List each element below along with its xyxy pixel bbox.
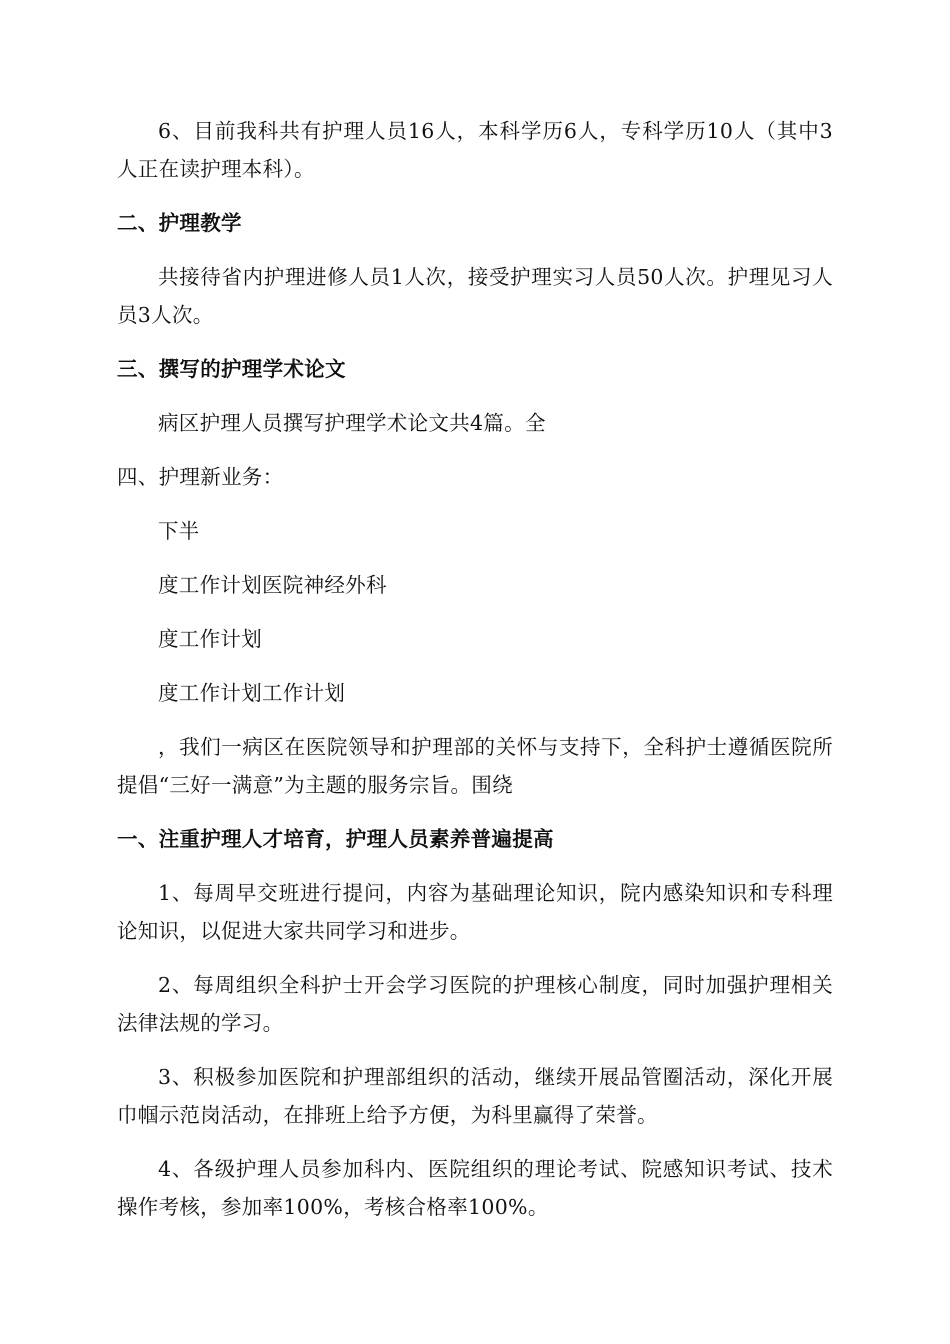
paragraph-second-half: 下半: [158, 519, 200, 543]
document-body: [117, 112, 833, 1242]
paragraph-ward-intro: ，我们一病区在医院领导和护理部的关怀与支持下，全科护士遵循医院所提倡“三好一满意”为主题的服务宗旨。围绕: [117, 735, 833, 797]
paragraph-item-3: 3、积极参加医院和护理部组织的活动，继续开展品管圈活动，深化开展巾帼示范岗活动，在排班上给予方便，为科里赢得了荣誉。: [117, 1065, 833, 1127]
paragraph-item-4: 4、各级护理人员参加科内、医院组织的理论考试、院感知识考试、技术操作考核，参加率100%，考核合格率100%。: [117, 1157, 833, 1219]
paragraph-papers: 病区护理人员撰写护理学术论文共4篇。全: [158, 411, 546, 435]
heading-nursing-teaching: 二、护理教学: [117, 211, 242, 235]
heading-talent-training: 一、注重护理人才培育，护理人员素养普遍提高: [117, 827, 554, 851]
paragraph-plan: 度工作计划: [158, 627, 262, 651]
paragraph-plan-work: 度工作计划工作计划: [158, 681, 346, 705]
paragraph-staff-count: 6、目前我科共有护理人员16人，本科学历6人，专科学历10人（其中3人正在读护理本科）。: [117, 119, 833, 181]
paragraph-plan-neurosurgery: 度工作计划医院神经外科: [158, 573, 387, 597]
paragraph-teaching: 共接待省内护理进修人员1人次，接受护理实习人员50人次。护理见习人员3人次。: [117, 265, 833, 327]
heading-academic-papers: 三、撰写的护理学术论文: [117, 357, 346, 381]
paragraph-item-1: 1、每周早交班进行提问，内容为基础理论知识，院内感染知识和专科理论知识，以促进大家共同学习和进步。: [117, 881, 833, 943]
heading-new-business: 四、护理新业务：: [117, 465, 284, 489]
paragraph-item-2: 2、每周组织全科护士开会学习医院的护理核心制度，同时加强护理相关法律法规的学习。: [117, 973, 833, 1035]
